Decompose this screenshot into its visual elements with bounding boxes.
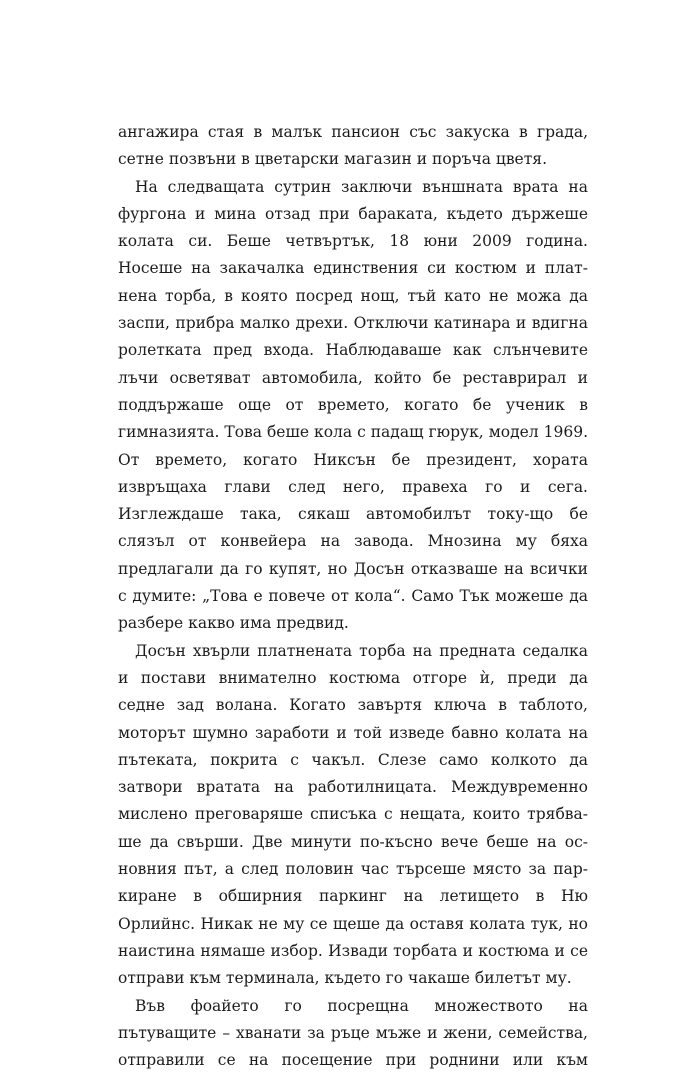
text-line: мислено преговаряше списъка с нещата, които трябва- xyxy=(118,805,588,824)
text-line: седне зад волана. Когато завъртя ключа в таблото, xyxy=(118,696,588,715)
text-line: разбере какво има предвид. xyxy=(118,614,349,633)
text-line: сетне позвъни в цветарски магазин и поръча цветя. xyxy=(118,150,548,169)
text-line: фургона и мина отзад при бараката, където държеше xyxy=(118,204,588,223)
text-line: моторът шумно заработи и той изведе бавно колата на xyxy=(118,723,588,742)
text-line: лъчи осветяват автомобила, който бе реставрирал и xyxy=(118,368,588,387)
text-line: отправи към терминала, където го чакаше билетът му. xyxy=(118,969,572,988)
text-line: пътуващите – хванати за ръце мъже и жени, семейства, xyxy=(118,1023,588,1042)
text-line: На следващата сутрин заключи външната врата на xyxy=(135,177,588,196)
text-line: поддържаше още от времето, когато бе ученик в xyxy=(118,395,588,414)
text-line: заспи, прибра малко дрехи. Отключи катинара и вдигна xyxy=(118,314,588,333)
text-line: с думите: „Това е повече от кола“. Само Тък можеше да xyxy=(118,587,588,606)
body-text xyxy=(118,119,588,1074)
text-line: Досън хвърли платнената торба на предната седалка xyxy=(135,641,588,660)
text-line: гимназията. Това беше кола с падащ гюрук, модел 1969. xyxy=(118,423,588,442)
text-line: Орлийнс. Никак не му се щеше да оставя колата тук, но xyxy=(118,914,588,933)
text-line: отправили се на посещение при роднини или към xyxy=(118,1051,588,1070)
text-line: предлагали да го купят, но Досън отказваше на всички xyxy=(118,559,588,578)
text-line: наистина нямаше избор. Извади торбата и костюма и се xyxy=(118,941,588,960)
text-line: слязъл от конвейера на завода. Мнозина му бяха xyxy=(118,532,588,551)
text-line: От времето, когато Никсън бе президент, хората xyxy=(118,450,588,469)
text-line: Във фоайето го посрещна множеството на xyxy=(135,996,588,1015)
text-line: затвори вратата на работилницата. Междувременно xyxy=(118,778,588,797)
text-line: Носеше на закачалка единствения си костюм и плат- xyxy=(118,259,588,278)
text-line: Изглеждаше така, сякаш автомобилът току-що бе xyxy=(118,505,588,524)
text-line: новния път, а след половин час търсеше място за пар- xyxy=(118,860,588,879)
text-line: нена торба, в която посред нощ, тъй като не можа да xyxy=(118,286,588,305)
text-line: киране в обширния паркинг на летището в Ню xyxy=(118,887,588,906)
text-line: ангажира стая в малък пансион със закуска в града, xyxy=(118,123,588,141)
text-line: пътеката, покрита с чакъл. Слезе само колкото да xyxy=(118,750,588,769)
text-line: и постави внимателно костюма отгоре ѝ, преди да xyxy=(118,668,588,687)
text-line: извръщаха глави след него, правеха го и сега. xyxy=(118,477,588,496)
text-line: ролетката пред входа. Наблюдаваше как слънчевите xyxy=(118,341,588,360)
text-line: колата си. Беше четвъртък, 18 юни 2009 година. xyxy=(118,232,588,251)
text-line: ше да свърши. Две минути по-късно вече беше на ос- xyxy=(118,832,588,851)
